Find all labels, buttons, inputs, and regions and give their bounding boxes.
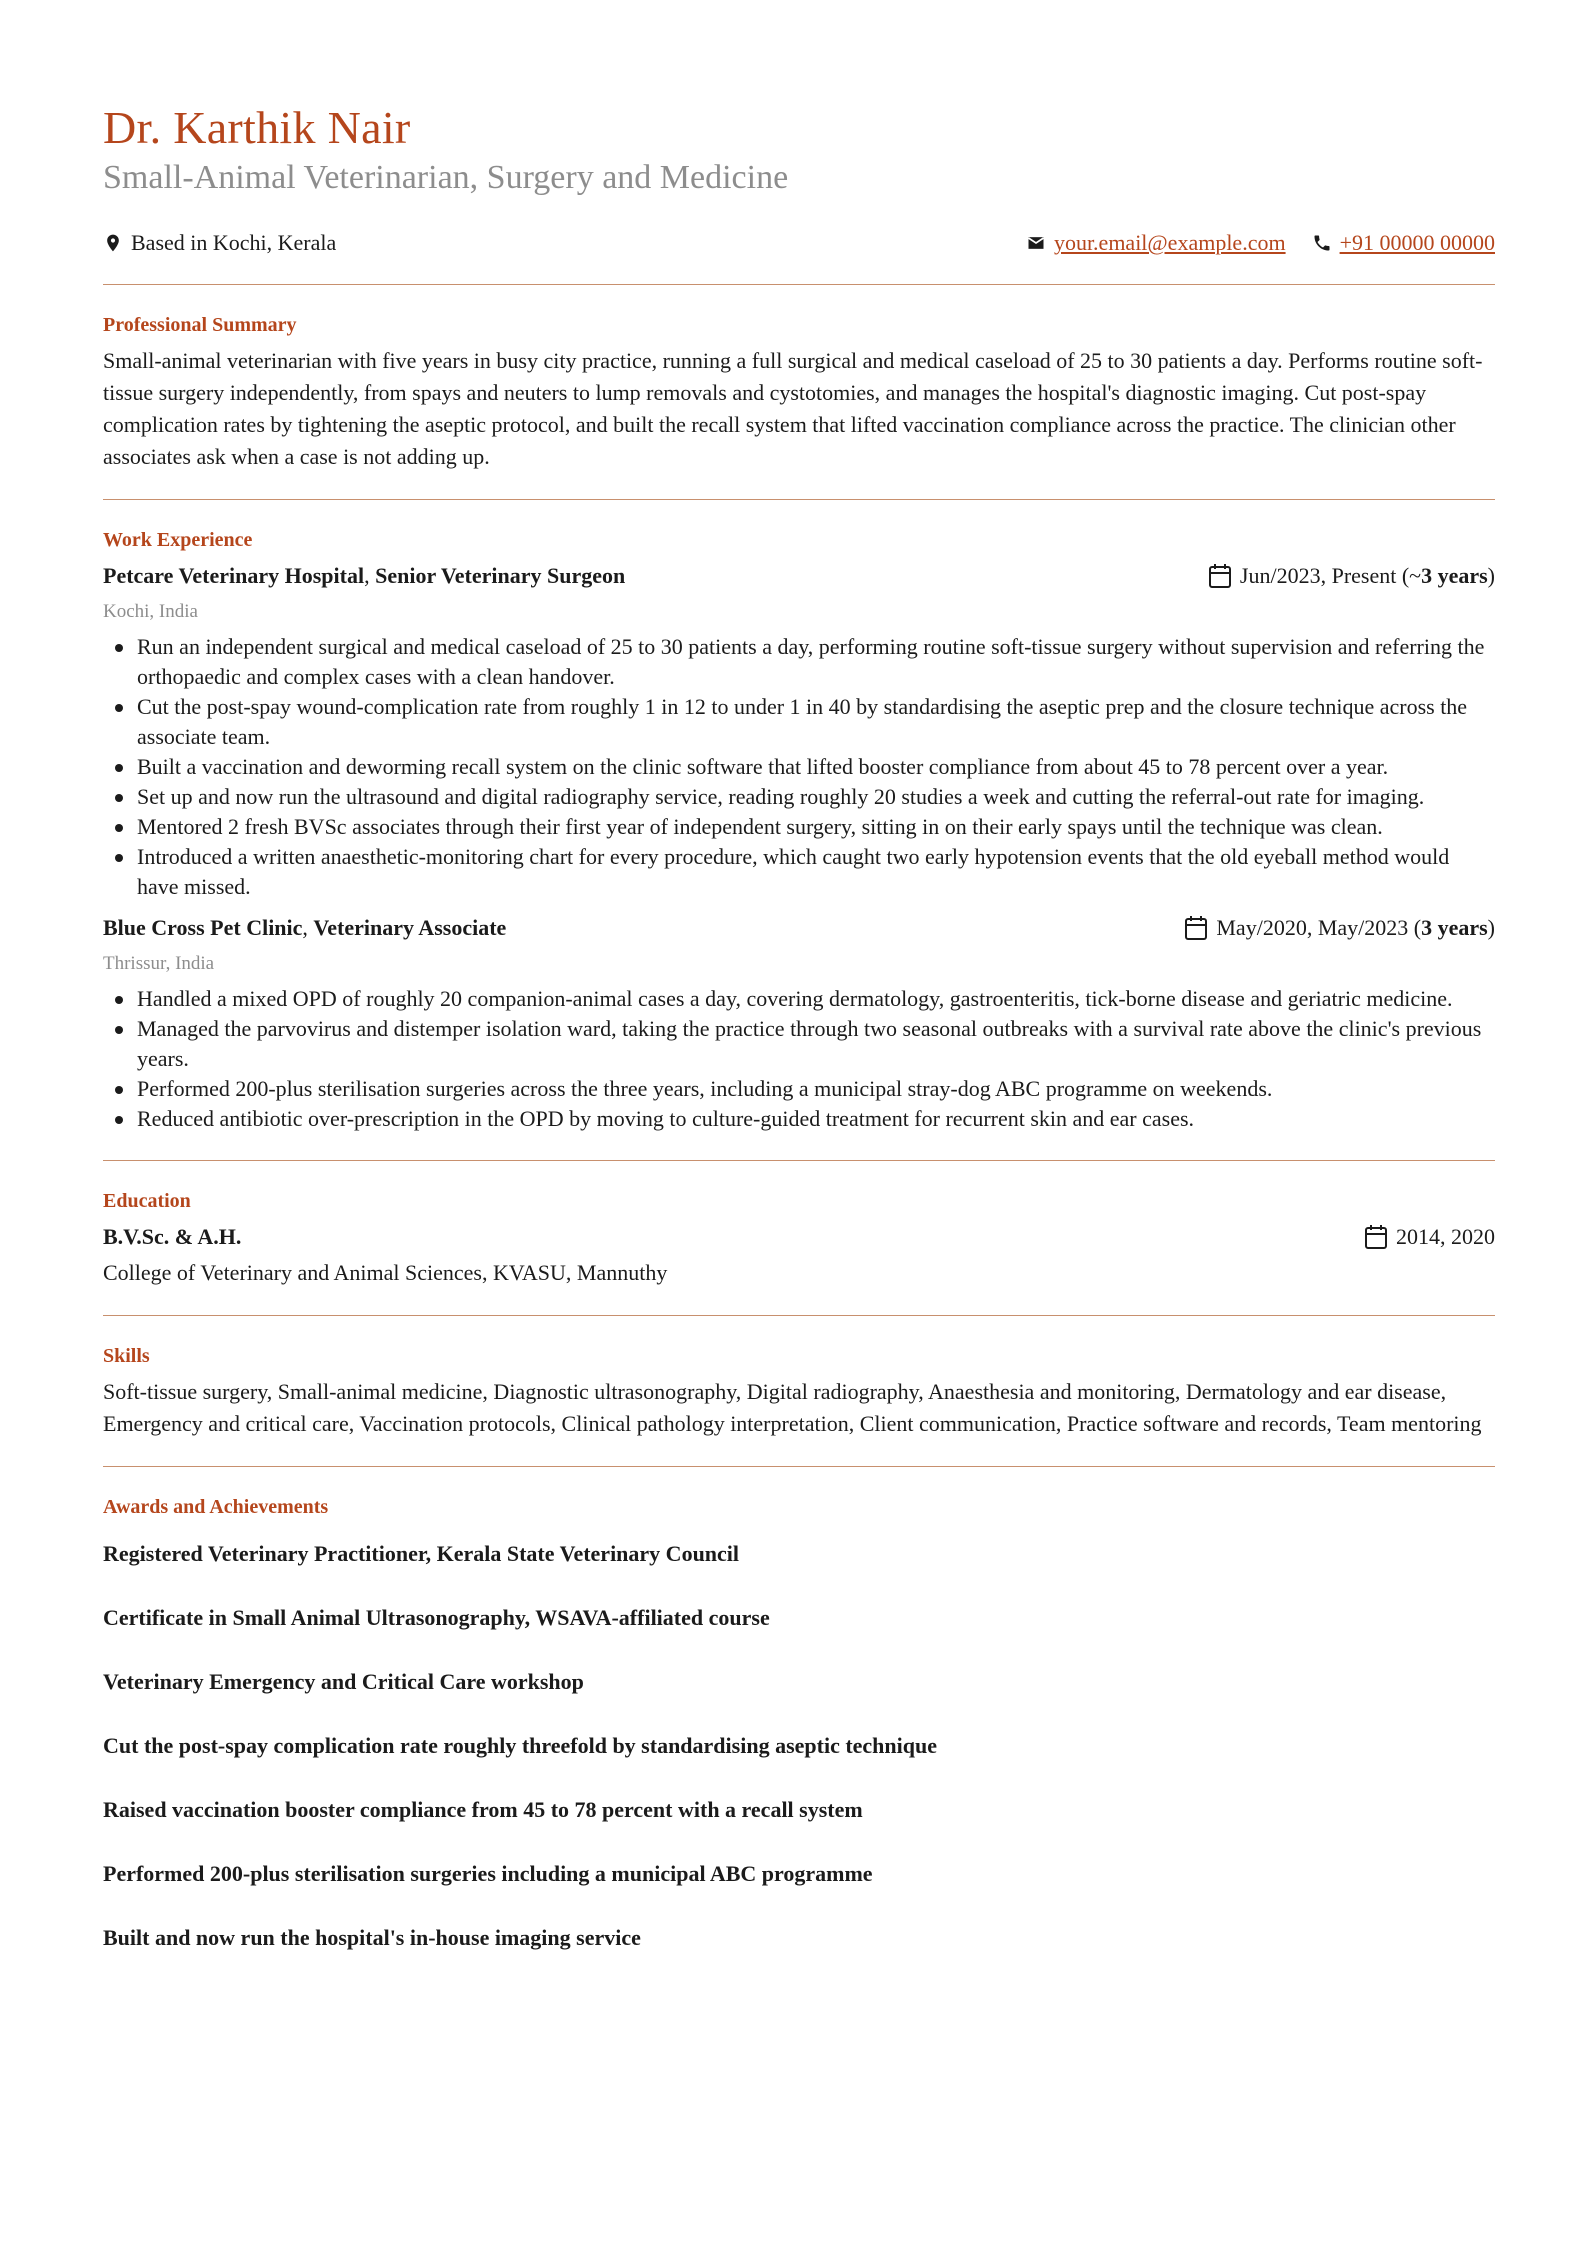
awards-list bbox=[103, 1539, 1495, 1953]
phone-link[interactable]: +91 00000 00000 bbox=[1339, 230, 1495, 255]
envelope-icon bbox=[1026, 233, 1046, 253]
job-duration: 3 years bbox=[1421, 563, 1488, 588]
skills-heading: Skills bbox=[103, 1345, 150, 1367]
experience-section bbox=[103, 500, 1495, 1160]
phone-item bbox=[1312, 228, 1495, 258]
awards-section bbox=[103, 1467, 1495, 1979]
summary-text: Small-animal veterinarian with five years in busy city practice, running a full surgical and medical caseload of 25 to 30 patients a day. Performs routine soft-tissue surgery independently, from spays and neuters to lump removals and cystotomies, and manages the hospital's diagnostic imaging. Cut post-spay complication rates by tightening the aseptic protocol, and built the recall system that lifted vaccination compliance across the practice. The clinician other associates ask when a case is not adding up. bbox=[103, 348, 1483, 469]
list-item: Managed the parvovirus and distemper isolation ward, taking the practice through two seasonal outbreaks with a survival rate above the clinic's previous years. bbox=[103, 1014, 1495, 1074]
job-location: Kochi, India bbox=[103, 601, 198, 622]
award-item: Built and now run the hospital's in-house imaging service bbox=[103, 1925, 641, 1950]
list-item: Cut the post-spay wound-complication rate from roughly 1 in 12 to under 1 in 40 by standardising the aseptic prep and the closure technique across the associate team. bbox=[103, 692, 1495, 752]
phone-icon bbox=[1312, 233, 1332, 253]
calendar-icon bbox=[1364, 1224, 1388, 1250]
job-header bbox=[103, 912, 1495, 944]
job-entry bbox=[103, 560, 1495, 902]
job-duration: 3 years bbox=[1421, 915, 1488, 940]
school-name: College of Veterinary and Animal Sciences, KVASU, Mannuthy bbox=[103, 1260, 668, 1285]
job-date-close: ) bbox=[1487, 563, 1495, 588]
job-date-range: Jun/2023, Present (~ bbox=[1239, 563, 1422, 588]
resume-header bbox=[103, 100, 1495, 258]
job-company: Petcare Veterinary Hospital bbox=[103, 563, 365, 588]
list-item: Performed 200-plus sterilisation surgeries across the three years, including a municipal stray-dog ABC programme on weekends. bbox=[103, 1074, 1495, 1104]
email-item bbox=[1026, 228, 1286, 258]
education-heading: Education bbox=[103, 1190, 191, 1212]
list-item: Built a vaccination and deworming recall system on the clinic software that lifted booster compliance from about 45 to 78 percent over a year. bbox=[103, 752, 1495, 782]
degree-name: B.V.Sc. & A.H. bbox=[103, 1224, 242, 1249]
skills-text: Soft-tissue surgery, Small-animal medicine, Diagnostic ultrasonography, Digital radiography, Anaesthesia and monitoring, Dermatology and ear disease, Emergency and critical care, Vaccination protocols, Clinical pathology interpretation, Client communication, Practice software and records, Team mentoring bbox=[103, 1379, 1482, 1436]
calendar-icon bbox=[1208, 563, 1232, 589]
education-date-range: 2014, 2020 bbox=[1396, 1224, 1495, 1249]
experience-heading: Work Experience bbox=[103, 529, 253, 551]
job-bullets bbox=[103, 632, 1495, 902]
award-item: Raised vaccination booster compliance from 45 to 78 percent with a recall system bbox=[103, 1797, 863, 1822]
job-role: Veterinary Associate bbox=[313, 915, 507, 940]
job-date-close: ) bbox=[1487, 915, 1495, 940]
candidate-name: Dr. Karthik Nair bbox=[103, 102, 411, 153]
job-dates bbox=[1208, 560, 1495, 592]
list-item: Handled a mixed OPD of roughly 20 companion-animal cases a day, covering dermatology, gastroenteritis, tick-borne disease and geriatric medicine. bbox=[103, 984, 1495, 1014]
job-header bbox=[103, 560, 1495, 592]
location-text: Based in Kochi, Kerala bbox=[131, 230, 337, 255]
job-location: Thrissur, India bbox=[103, 953, 215, 974]
award-item: Veterinary Emergency and Critical Care workshop bbox=[103, 1669, 584, 1694]
list-item: Reduced antibiotic over-prescription in the OPD by moving to culture-guided treatment for recurrent skin and ear cases. bbox=[103, 1104, 1495, 1134]
job-title-line: Blue Cross Pet Clinic, Veterinary Associate bbox=[103, 915, 507, 940]
job-dates bbox=[1184, 912, 1495, 944]
job-company: Blue Cross Pet Clinic bbox=[103, 915, 303, 940]
list-item: Introduced a written anaesthetic-monitoring chart for every procedure, which caught two early hypotension events that the old eyeball method would have missed. bbox=[103, 842, 1495, 902]
skills-section bbox=[103, 1316, 1495, 1466]
map-pin-icon bbox=[103, 233, 123, 253]
location-info bbox=[103, 228, 336, 258]
education-header bbox=[103, 1221, 1495, 1253]
award-item: Certificate in Small Animal Ultrasonography, WSAVA-affiliated course bbox=[103, 1605, 770, 1630]
list-item: Set up and now run the ultrasound and digital radiography service, reading roughly 20 studies a week and cutting the referral-out rate for imaging. bbox=[103, 782, 1495, 812]
list-item: Run an independent surgical and medical caseload of 25 to 30 patients a day, performing routine soft-tissue surgery without supervision and referring the orthopaedic and complex cases with a clean handover. bbox=[103, 632, 1495, 692]
education-dates bbox=[1364, 1221, 1495, 1253]
list-item: Mentored 2 fresh BVSc associates through their first year of independent surgery, sitting in on their early spays until the technique was clean. bbox=[103, 812, 1495, 842]
resume-page bbox=[103, 100, 1495, 1979]
email-link[interactable]: your.email@example.com bbox=[1053, 230, 1286, 255]
award-item: Performed 200-plus sterilisation surgeries including a municipal ABC programme bbox=[103, 1861, 873, 1886]
job-bullets bbox=[103, 984, 1495, 1134]
contact-links bbox=[1000, 228, 1495, 258]
summary-heading: Professional Summary bbox=[103, 314, 297, 336]
summary-section bbox=[103, 285, 1495, 499]
contact-row bbox=[103, 228, 1495, 258]
job-date-range: May/2020, May/2023 ( bbox=[1216, 915, 1422, 940]
awards-heading: Awards and Achievements bbox=[103, 1496, 329, 1518]
calendar-icon bbox=[1184, 915, 1208, 941]
award-item: Registered Veterinary Practitioner, Kerala State Veterinary Council bbox=[103, 1541, 740, 1566]
education-section bbox=[103, 1161, 1495, 1315]
award-item: Cut the post-spay complication rate roughly threefold by standardising aseptic technique bbox=[103, 1733, 938, 1758]
job-title-line: Petcare Veterinary Hospital, Senior Veterinary Surgeon bbox=[103, 563, 626, 588]
job-entry bbox=[103, 912, 1495, 1134]
candidate-headline: Small-Animal Veterinarian, Surgery and Medicine bbox=[103, 159, 789, 196]
job-role: Senior Veterinary Surgeon bbox=[375, 563, 626, 588]
